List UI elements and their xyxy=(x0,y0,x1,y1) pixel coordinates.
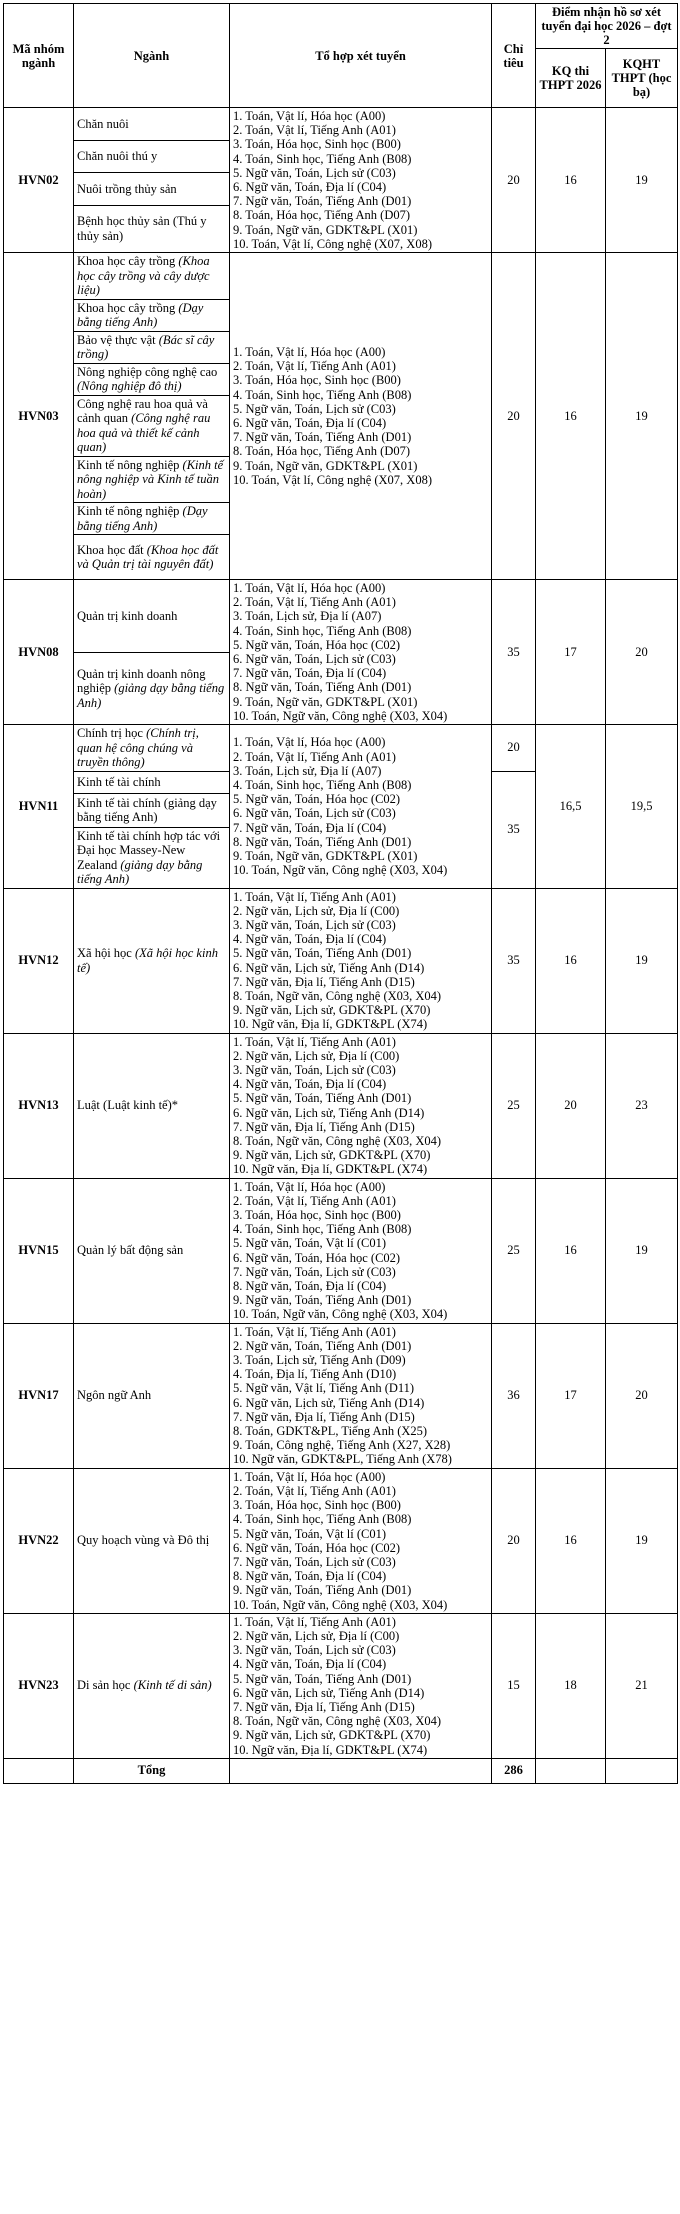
score-kq: 17 xyxy=(536,580,606,725)
combination-item: 1. Toán, Vật lí, Hóa học (A00) xyxy=(233,345,386,360)
group-code: HVN02 xyxy=(4,108,74,253)
major-name: Bảo vệ thực vật xyxy=(77,332,156,347)
major-name: Kinh tế tài chính xyxy=(77,774,161,789)
combination-item: 7. Ngữ văn, Toán, Tiếng Anh (D01) xyxy=(233,430,412,445)
combination-item: 9. Toán, Ngữ văn, GDKT&PL (X01) xyxy=(233,694,418,709)
combination-item: 1. Toán, Vật lí, Tiếng Anh (A01) xyxy=(233,889,396,904)
major-note: (giảng dạy bằng tiếng Anh) xyxy=(77,681,225,710)
group-code: HVN22 xyxy=(4,1468,74,1613)
quota-cell: 35 xyxy=(492,888,536,1033)
combination-item: 3. Toán, Lịch sử, Địa lí (A07) xyxy=(233,763,382,778)
quota-cell: 20 xyxy=(492,725,536,772)
group-code: HVN17 xyxy=(4,1323,74,1468)
major-cell xyxy=(74,1613,230,1758)
table-row xyxy=(4,108,678,141)
header-kqht: KQHT THPT (học bạ) xyxy=(606,49,678,108)
quota-cell: 25 xyxy=(492,1033,536,1178)
combination-item: 10. Toán, Ngữ văn, Công nghệ (X03, X04) xyxy=(233,1307,448,1322)
combination-item: 5. Ngữ văn, Toán, Tiếng Anh (D01) xyxy=(233,946,412,961)
combination-item: 9. Ngữ văn, Lịch sử, GDKT&PL (X70) xyxy=(233,1003,431,1018)
combination-item: 2. Ngữ văn, Toán, Tiếng Anh (D01) xyxy=(233,1338,412,1353)
combination-item: 8. Ngữ văn, Toán, Địa lí (C04) xyxy=(233,1569,387,1584)
major-cell xyxy=(74,1033,230,1178)
table-row xyxy=(4,888,678,1033)
major-cell xyxy=(74,827,230,888)
combination-item: 6. Ngữ văn, Lịch sử, Tiếng Anh (D14) xyxy=(233,960,425,975)
combination-item: 2. Toán, Vật lí, Tiếng Anh (A01) xyxy=(233,1193,396,1208)
combination-item: 4. Toán, Sinh học, Tiếng Anh (B08) xyxy=(233,1222,412,1237)
combination-list xyxy=(230,1178,492,1323)
combination-item: 7. Ngữ văn, Địa lí, Tiếng Anh (D15) xyxy=(233,1119,415,1134)
quota-cell: 35 xyxy=(492,580,536,725)
combination-item: 2. Toán, Vật lí, Tiếng Anh (A01) xyxy=(233,749,396,764)
major-note: (Bác sĩ cây trồng) xyxy=(77,332,215,362)
combination-item: 5. Ngữ văn, Toán, Hóa học (C02) xyxy=(233,792,401,807)
quota-cell: 35 xyxy=(492,771,536,888)
major-cell xyxy=(74,253,230,300)
quota-cell: 36 xyxy=(492,1323,536,1468)
table-row xyxy=(4,1613,678,1758)
combination-item: 8. Toán, Hóa học, Tiếng Anh (D07) xyxy=(233,208,411,223)
major-name: Quản lý bất động sản xyxy=(77,1243,184,1258)
combination-item: 4. Ngữ văn, Toán, Địa lí (C04) xyxy=(233,932,387,947)
combination-item: 10. Ngữ văn, Địa lí, GDKT&PL (X74) xyxy=(233,1742,428,1757)
major-cell xyxy=(74,205,230,252)
combination-item: 10. Ngữ văn, Địa lí, GDKT&PL (X74) xyxy=(233,1017,428,1032)
major-name: Chăn nuôi xyxy=(77,116,129,131)
combination-list xyxy=(230,108,492,253)
table-row xyxy=(4,580,678,653)
table-row xyxy=(4,1323,678,1468)
major-name: Chính trị học xyxy=(77,726,143,741)
score-kq: 20 xyxy=(536,1033,606,1178)
major-note: (Chính trị, quan hệ công chúng và truyền thông) xyxy=(77,726,199,770)
combination-item: 1. Toán, Vật lí, Hóa học (A00) xyxy=(233,1179,386,1194)
quota-cell: 20 xyxy=(492,108,536,253)
major-cell xyxy=(74,331,230,363)
combination-item: 3. Toán, Lịch sử, Địa lí (A07) xyxy=(233,609,382,624)
combination-list xyxy=(230,1613,492,1758)
combination-item: 4. Toán, Sinh học, Tiếng Anh (B08) xyxy=(233,623,412,638)
major-note: (Dạy bằng tiếng Anh) xyxy=(77,300,204,330)
group-code: HVN23 xyxy=(4,1613,74,1758)
combination-item: 5. Ngữ văn, Toán, Tiếng Anh (D01) xyxy=(233,1091,412,1106)
combination-item: 4. Ngữ văn, Toán, Địa lí (C04) xyxy=(233,1077,387,1092)
combination-item: 6. Ngữ văn, Lịch sử, Tiếng Anh (D14) xyxy=(233,1395,425,1410)
table-row xyxy=(4,1178,678,1323)
combination-item: 9. Ngữ văn, Toán, Tiếng Anh (D01) xyxy=(233,1293,412,1308)
group-code: HVN11 xyxy=(4,725,74,889)
table-row xyxy=(4,253,678,300)
combination-item: 6. Ngữ văn, Toán, Địa lí (C04) xyxy=(233,416,387,431)
major-name: Di sản học xyxy=(77,1678,131,1693)
quota-cell: 20 xyxy=(492,1468,536,1613)
major-name: Công nghệ rau hoa quả và cảnh quan xyxy=(77,396,208,426)
major-cell xyxy=(74,535,230,580)
header-major: Ngành xyxy=(74,4,230,108)
combination-item: 2. Toán, Vật lí, Tiếng Anh (A01) xyxy=(233,595,396,610)
group-code: HVN08 xyxy=(4,580,74,725)
table-row xyxy=(4,1468,678,1613)
combination-item: 9. Ngữ văn, Toán, Tiếng Anh (D01) xyxy=(233,1583,412,1598)
combination-item: 7. Ngữ văn, Địa lí, Tiếng Anh (D15) xyxy=(233,1409,415,1424)
score-kqht: 19,5 xyxy=(606,725,678,889)
combination-item: 9. Toán, Ngữ văn, GDKT&PL (X01) xyxy=(233,222,418,237)
combination-item: 6. Ngữ văn, Toán, Lịch sử (C03) xyxy=(233,806,396,821)
combination-item: 7. Ngữ văn, Địa lí, Tiếng Anh (D15) xyxy=(233,1699,415,1714)
group-code: HVN12 xyxy=(4,888,74,1033)
combination-item: 7. Ngữ văn, Toán, Địa lí (C04) xyxy=(233,820,387,835)
combination-item: 7. Ngữ văn, Toán, Tiếng Anh (D01) xyxy=(233,194,412,209)
score-kq: 16,5 xyxy=(536,725,606,889)
major-cell xyxy=(74,299,230,331)
major-name: Kinh tế nông nghiệp xyxy=(77,457,180,472)
score-kq: 18 xyxy=(536,1613,606,1758)
combination-list xyxy=(230,888,492,1033)
score-kqht: 19 xyxy=(606,888,678,1033)
combination-item: 5. Ngữ văn, Toán, Vật lí (C01) xyxy=(233,1526,386,1541)
combination-item: 3. Ngữ văn, Toán, Lịch sử (C03) xyxy=(233,1643,396,1658)
major-cell xyxy=(74,580,230,653)
combination-item: 7. Ngữ văn, Toán, Địa lí (C04) xyxy=(233,666,387,681)
combination-item: 3. Toán, Lịch sử, Tiếng Anh (D09) xyxy=(233,1353,406,1368)
score-kq: 16 xyxy=(536,1468,606,1613)
header-code: Mã nhóm ngành xyxy=(4,4,74,108)
combination-item: 5. Ngữ văn, Toán, Hóa học (C02) xyxy=(233,637,401,652)
major-note: (Xã hội học kinh tế) xyxy=(77,946,218,975)
score-kqht: 20 xyxy=(606,580,678,725)
major-name: Kinh tế tài chính (giảng dạy bằng tiếng Anh) xyxy=(77,795,217,825)
total-label: Tổng xyxy=(74,1758,230,1783)
combination-item: 5. Ngữ văn, Toán, Lịch sử (C03) xyxy=(233,165,396,180)
major-cell xyxy=(74,652,230,725)
combination-item: 6. Ngữ văn, Lịch sử, Tiếng Anh (D14) xyxy=(233,1685,425,1700)
score-kqht: 19 xyxy=(606,253,678,580)
score-kq: 16 xyxy=(536,888,606,1033)
combination-item: 8. Toán, GDKT&PL, Tiếng Anh (X25) xyxy=(233,1424,428,1439)
score-kqht: 23 xyxy=(606,1033,678,1178)
combination-item: 1. Toán, Vật lí, Tiếng Anh (A01) xyxy=(233,1034,396,1049)
major-name: Khoa học đất xyxy=(77,542,144,557)
combination-item: 8. Ngữ văn, Toán, Tiếng Anh (D01) xyxy=(233,680,412,695)
score-kqht: 21 xyxy=(606,1613,678,1758)
major-name: Quản trị kinh doanh nông nghiệp xyxy=(77,666,206,696)
major-note: (Dạy bằng tiếng Anh) xyxy=(77,504,208,533)
combination-item: 5. Ngữ văn, Toán, Tiếng Anh (D01) xyxy=(233,1671,412,1686)
combination-item: 5. Ngữ văn, Toán, Vật lí (C01) xyxy=(233,1236,386,1251)
combination-item: 4. Toán, Sinh học, Tiếng Anh (B08) xyxy=(233,1512,412,1527)
major-name: Xã hội học xyxy=(77,946,132,961)
combination-item: 8. Ngữ văn, Toán, Địa lí (C04) xyxy=(233,1279,387,1294)
combination-item: 8. Toán, Ngữ văn, Công nghệ (X03, X04) xyxy=(233,1134,442,1149)
quota-cell: 25 xyxy=(492,1178,536,1323)
group-code: HVN13 xyxy=(4,1033,74,1178)
combination-item: 3. Toán, Hóa học, Sinh học (B00) xyxy=(233,373,401,388)
major-name: Khoa học cây trồng xyxy=(77,254,176,269)
group-code: HVN15 xyxy=(4,1178,74,1323)
combination-item: 5. Ngữ văn, Toán, Lịch sử (C03) xyxy=(233,401,396,416)
combination-list xyxy=(230,1033,492,1178)
combination-item: 8. Toán, Ngữ văn, Công nghệ (X03, X04) xyxy=(233,988,442,1003)
total-value: 286 xyxy=(492,1758,536,1783)
group-code: HVN03 xyxy=(4,253,74,580)
combination-item: 1. Toán, Vật lí, Hóa học (A00) xyxy=(233,1469,386,1484)
combination-item: 6. Ngữ văn, Toán, Địa lí (C04) xyxy=(233,180,387,195)
score-kq: 16 xyxy=(536,108,606,253)
major-note: (Khoa học cây trồng và cây dược liệu) xyxy=(77,254,210,298)
total-spacer-2 xyxy=(230,1758,492,1783)
combination-list xyxy=(230,253,492,580)
header-quota: Chỉ tiêu xyxy=(492,4,536,108)
combination-item: 10. Ngữ văn, GDKT&PL, Tiếng Anh (X78) xyxy=(233,1452,452,1467)
major-name: Khoa học cây trồng xyxy=(77,300,176,315)
header-row xyxy=(4,4,678,49)
combination-item: 5. Ngữ văn, Vật lí, Tiếng Anh (D11) xyxy=(233,1381,415,1396)
major-note: (Kinh tế di sản) xyxy=(133,1678,212,1693)
combination-item: 4. Toán, Sinh học, Tiếng Anh (B08) xyxy=(233,777,412,792)
score-kqht: 20 xyxy=(606,1323,678,1468)
combination-item: 4. Toán, Sinh học, Tiếng Anh (B08) xyxy=(233,151,412,166)
header-kq: KQ thi THPT 2026 xyxy=(536,49,606,108)
major-cell xyxy=(74,456,230,503)
major-cell xyxy=(74,793,230,827)
combination-item: 10. Ngữ văn, Địa lí, GDKT&PL (X74) xyxy=(233,1162,428,1177)
combination-item: 8. Toán, Hóa học, Tiếng Anh (D07) xyxy=(233,444,411,459)
combination-item: 2. Ngữ văn, Lịch sử, Địa lí (C00) xyxy=(233,1628,400,1643)
combination-item: 7. Ngữ văn, Toán, Lịch sử (C03) xyxy=(233,1554,396,1569)
combination-item: 4. Toán, Địa lí, Tiếng Anh (D10) xyxy=(233,1367,397,1382)
major-note: (Kinh tế nông nghiệp và Kinh tế tuần hoàn) xyxy=(77,457,224,501)
combination-item: 6. Ngữ văn, Toán, Hóa học (C02) xyxy=(233,1250,401,1265)
quota-cell: 20 xyxy=(492,253,536,580)
combination-item: 6. Ngữ văn, Lịch sử, Tiếng Anh (D14) xyxy=(233,1105,425,1120)
combination-item: 4. Ngữ văn, Toán, Địa lí (C04) xyxy=(233,1657,387,1672)
major-name: Chăn nuôi thú y xyxy=(77,149,158,164)
combination-item: 1. Toán, Vật lí, Hóa học (A00) xyxy=(233,735,386,750)
combination-item: 10. Toán, Ngữ văn, Công nghệ (X03, X04) xyxy=(233,708,448,723)
major-note: (Công nghệ rau hoa quả và thiết kế cảnh quan) xyxy=(77,411,211,455)
combination-item: 3. Ngữ văn, Toán, Lịch sử (C03) xyxy=(233,1063,396,1077)
combination-item: 9. Ngữ văn, Lịch sử, GDKT&PL (X70) xyxy=(233,1728,431,1743)
score-kq: 16 xyxy=(536,1178,606,1323)
major-cell xyxy=(74,503,230,535)
score-kqht: 19 xyxy=(606,1178,678,1323)
combination-item: 6. Ngữ văn, Toán, Hóa học (C02) xyxy=(233,1540,401,1555)
total-row xyxy=(4,1758,678,1783)
quota-cell: 15 xyxy=(492,1613,536,1758)
combination-item: 2. Ngữ văn, Lịch sử, Địa lí (C00) xyxy=(233,1048,400,1063)
major-name: Ngôn ngữ Anh xyxy=(77,1388,152,1403)
major-cell xyxy=(74,173,230,206)
combination-item: 9. Ngữ văn, Lịch sử, GDKT&PL (X70) xyxy=(233,1148,431,1163)
combination-list xyxy=(230,580,492,725)
major-name: Kinh tế nông nghiệp xyxy=(77,504,180,519)
major-name: Nông nghiệp công nghệ cao xyxy=(77,364,218,379)
major-cell xyxy=(74,1323,230,1468)
combination-item: 8. Ngữ văn, Toán, Tiếng Anh (D01) xyxy=(233,834,412,849)
major-cell xyxy=(74,771,230,793)
major-note: (Nông nghiệp đô thị) xyxy=(77,379,182,394)
major-cell xyxy=(74,363,230,395)
combination-item: 7. Ngữ văn, Toán, Lịch sử (C03) xyxy=(233,1264,396,1279)
combination-item: 9. Toán, Ngữ văn, GDKT&PL (X01) xyxy=(233,458,418,473)
major-cell xyxy=(74,108,230,141)
score-kqht: 19 xyxy=(606,108,678,253)
combination-item: 3. Toán, Hóa học, Sinh học (B00) xyxy=(233,1498,401,1513)
combination-item: 10. Toán, Vật lí, Công nghệ (X07, X08) xyxy=(233,236,432,251)
major-cell xyxy=(74,1468,230,1613)
combination-item: 3. Toán, Hóa học, Sinh học (B00) xyxy=(233,1208,401,1223)
combination-item: 10. Toán, Ngữ văn, Công nghệ (X03, X04) xyxy=(233,863,448,878)
combination-item: 7. Ngữ văn, Địa lí, Tiếng Anh (D15) xyxy=(233,974,415,989)
combination-item: 1. Toán, Vật lí, Hóa học (A00) xyxy=(233,109,386,123)
combination-item: 1. Toán, Vật lí, Tiếng Anh (A01) xyxy=(233,1614,396,1629)
major-cell xyxy=(74,1178,230,1323)
combination-item: 9. Toán, Ngữ văn, GDKT&PL (X01) xyxy=(233,848,418,863)
combination-list xyxy=(230,1323,492,1468)
major-cell xyxy=(74,888,230,1033)
header-score-group: Điểm nhận hồ sơ xét tuyển đại học 2026 – đợt 2 xyxy=(536,4,678,49)
major-name: Kinh tế tài chính hợp tác với Đại học Massey-New Zealand xyxy=(77,828,221,872)
combination-item: 1. Toán, Vật lí, Hóa học (A00) xyxy=(233,581,386,596)
major-cell xyxy=(74,395,230,456)
major-note: (giảng dạy bằng tiếng Anh) xyxy=(77,857,203,887)
major-cell xyxy=(74,725,230,772)
combination-item: 2. Toán, Vật lí, Tiếng Anh (A01) xyxy=(233,1483,396,1498)
combination-list xyxy=(230,725,492,889)
header-combination: Tổ hợp xét tuyển xyxy=(230,4,492,108)
table-row xyxy=(4,1033,678,1178)
combination-item: 8. Toán, Ngữ văn, Công nghệ (X03, X04) xyxy=(233,1714,442,1729)
admission-table xyxy=(3,3,678,1784)
major-name: Luật (Luật kinh tế)* xyxy=(77,1098,179,1113)
major-note: (Khoa học đất và Quản trị tài nguyên đất) xyxy=(77,542,219,572)
combination-item: 10. Toán, Ngữ văn, Công nghệ (X03, X04) xyxy=(233,1597,448,1612)
score-kq: 16 xyxy=(536,253,606,580)
total-spacer-3 xyxy=(536,1758,606,1783)
combination-item: 3. Ngữ văn, Toán, Lịch sử (C03) xyxy=(233,917,396,932)
combination-item: 1. Toán, Vật lí, Tiếng Anh (A01) xyxy=(233,1324,396,1339)
major-name: Quy hoạch vùng và Đô thị xyxy=(77,1533,210,1548)
combination-item: 10. Toán, Vật lí, Công nghệ (X07, X08) xyxy=(233,472,432,487)
combination-item: 4. Toán, Sinh học, Tiếng Anh (B08) xyxy=(233,387,412,402)
combination-item: 3. Toán, Hóa học, Sinh học (B00) xyxy=(233,137,401,152)
combination-item: 2. Toán, Vật lí, Tiếng Anh (A01) xyxy=(233,359,396,374)
score-kq: 17 xyxy=(536,1323,606,1468)
combination-item: 2. Toán, Vật lí, Tiếng Anh (A01) xyxy=(233,123,396,138)
table-body xyxy=(4,108,678,1759)
score-kqht: 19 xyxy=(606,1468,678,1613)
combination-item: 2. Ngữ văn, Lịch sử, Địa lí (C00) xyxy=(233,903,400,918)
total-spacer xyxy=(4,1758,74,1783)
total-spacer-4 xyxy=(606,1758,678,1783)
major-cell xyxy=(74,140,230,173)
combination-item: 9. Toán, Công nghệ, Tiếng Anh (X27, X28) xyxy=(233,1438,451,1453)
combination-list xyxy=(230,1468,492,1613)
major-name: Quản trị kinh doanh xyxy=(77,608,178,623)
major-name: Nuôi trồng thủy sản xyxy=(77,181,177,196)
table-row xyxy=(4,725,678,772)
combination-item: 6. Ngữ văn, Toán, Lịch sử (C03) xyxy=(233,652,396,667)
major-name: Bệnh học thủy sản (Thú y thủy sản) xyxy=(77,214,207,243)
